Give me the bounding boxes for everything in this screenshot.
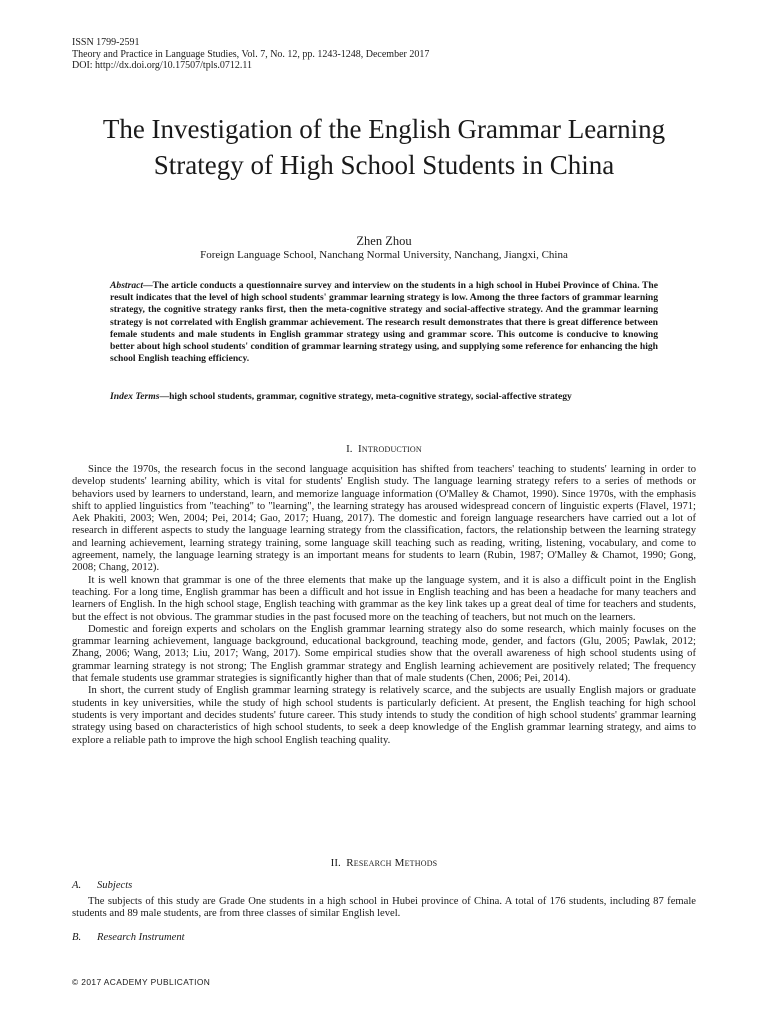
subsection-letter: A.	[72, 880, 82, 891]
section-numeral: I.	[346, 443, 353, 455]
index-terms-text: —high school students, grammar, cognitive strategy, meta-cognitive strategy, social-affective strategy	[159, 391, 572, 402]
section-heading-introduction	[0, 443, 768, 456]
journal-citation: Theory and Practice in Language Studies, Vol. 7, No. 12, pp. 1243-1248, December 2017	[72, 48, 430, 60]
section-title: Research Methods	[346, 857, 438, 869]
section-title: Introduction	[358, 443, 422, 455]
introduction-body	[72, 464, 696, 747]
subsection-heading-subjects	[72, 880, 132, 892]
abstract-text: —The article conducts a questionnaire survey and interview on the students in a high school in Hubei Province of China. The result indicates that the level of high school students' grammar learning strategy is low. Among the three factors of grammar learning strategy, the cognitive strategy ranks first, then the meta-cognitive strategy and social-affective strategy. And the grammar learning strategy is not correlated with English grammar achievement. The research result demonstrates that there is great difference between female students and male students in English grammar strategy using and grammar score. This outcome is conducive to knowing better about high school students' condition of grammar learning strategy using, and supplying some reference for enhancing the high school English teaching efficiency.	[110, 280, 658, 365]
paragraph: Since the 1970s, the research focus in the second language acquisition has shifted from teachers' teaching to students' learning in order to develop students' learning ability, which is vital for students' English study. The language learning strategy refers to a series of methods or behaviors used by learners to understand, learn, and memorize language information (O'Malley & Chamot, 1990). Since 1970s, with the emphasis shift to applied linguistics from "teaching" to "learning", the learning strategy has aroused widespread concern of linguistic experts (Flavel, 1971; Aek Phakiti, 2003; Wen, 2004; Pei, 2014; Gao, 2017; Huang, 2017). The domestic and foreign language researchers have carried out a lot of research in different aspects to study the language learning strategy from the classification, factors, the relationship between the learning strategy and learning achievement, learning strategy training, some language skill teaching such as reading, writing, listening, vocabulary, and come to agreement, namely, the language learning strategy is an important means for students to learn (Rubin, 1987; O'Malley & Chamot, 1990; Gong, 2008; Chang, 2012).	[72, 464, 696, 574]
subsection-title: Subjects	[97, 880, 133, 891]
copyright-footer: © 2017 ACADEMY PUBLICATION	[72, 977, 211, 987]
index-terms-label: Index Terms	[110, 391, 160, 402]
paragraph: The subjects of this study are Grade One students in a high school in Hubei province of China. A total of 176 students, including 87 female students and 89 male students, are from three classes of similar English level.	[72, 896, 696, 920]
doi-link[interactable]: DOI: http://dx.doi.org/10.17507/tpls.0712.11	[72, 60, 253, 71]
paper-title: The Investigation of the English Grammar Learning Strategy of High School Students in China	[102, 114, 666, 180]
subsection-heading-research-instrument	[72, 932, 185, 944]
paragraph: In short, the current study of English grammar learning strategy is relatively scarce, and the subjects are usually English majors or graduate students in key universities, while the study of high school students is particularly deficient. At present, the English teaching for high school students is very important and decides students' future career. This study intends to study the condition of high school students' grammar learning strategy using based on characteristics of high school students, to seek a deep knowledge of the English grammar learning strategy, and aims to explore a reliable path to improve the high school English teaching quality.	[72, 685, 696, 746]
index-terms	[110, 391, 658, 403]
section-numeral: II.	[330, 857, 341, 869]
subsection-title: Research Instrument	[97, 932, 185, 943]
author-affiliation: Foreign Language School, Nanchang Normal University, Nanchang, Jiangxi, China	[200, 249, 568, 261]
issn: ISSN 1799-2591	[72, 37, 140, 48]
subsection-letter: B.	[72, 932, 82, 943]
paragraph: Domestic and foreign experts and scholars on the English grammar learning strategy also do some research, which mainly focuses on the grammar learning achievement, language background, educational background, teaching mode, gender, and factors (Glu, 2005; Pawlak, 2012; Zhang, 2006; Wang, 2013; Liu, 2017; Wang, 2017). Some empirical studies show that the overall awareness of high school students using of grammar learning strategy is not strong; The English grammar strategy and English learning achievement are positively related; The frequency that female students use grammar strategies is significantly higher than that of male students (Chen, 2006; Pei, 2014).	[72, 623, 696, 685]
journal-header	[72, 37, 429, 72]
abstract	[110, 280, 658, 365]
subjects-body	[72, 896, 696, 921]
section-heading-research-methods	[0, 857, 768, 870]
author-name: Zhen Zhou	[356, 234, 412, 248]
paragraph: It is well known that grammar is one of the three elements that make up the language system, and it is also a difficult point in the English teaching. For a long time, English grammar has been a difficult and hot issue in English teaching and has been a headache for many teachers and learners of English. In the high school stage, English teaching with grammar as the key link takes up a great deal of time for teachers and students, but the effect is not obvious. The grammar studies in the past focused more on the teaching of teachers, but not much on the learners.	[72, 574, 696, 623]
abstract-label: Abstract	[110, 280, 144, 291]
